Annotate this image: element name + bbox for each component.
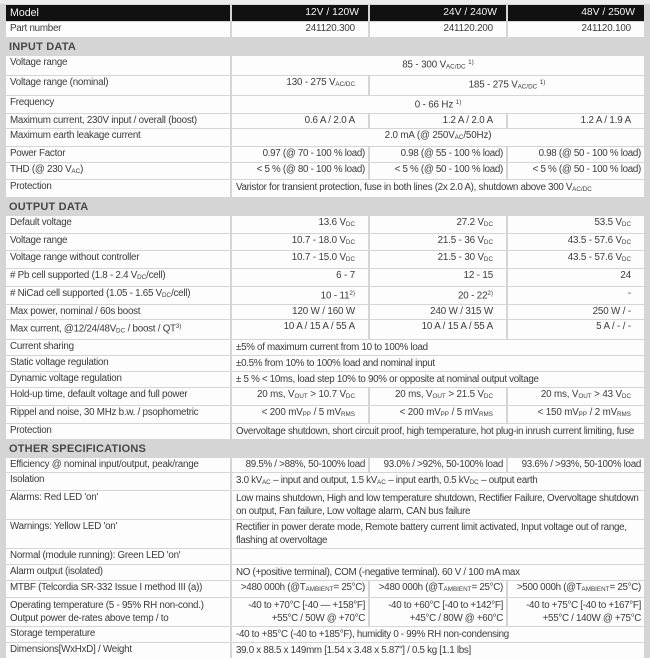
subscript: DC: [345, 256, 355, 264]
subscript: DC: [161, 291, 172, 299]
value-cell: [370, 287, 506, 304]
value-cell: [370, 251, 506, 268]
text-line: 240 W / 315 W: [430, 305, 493, 317]
subscript: DC: [483, 221, 493, 229]
text-line: 120 W / 160 W: [292, 305, 355, 317]
subscript: AC/DC: [517, 83, 538, 91]
text-line: < 5 % (@ 50 - 100 % load): [532, 163, 641, 175]
text-line: 13.6 VDC: [318, 217, 355, 229]
text-line: 0.98 (@ 50 - 100 % load): [538, 148, 641, 160]
subscript: DC: [116, 327, 126, 335]
subscript: DC: [345, 393, 355, 401]
subscript: AMBIENT: [581, 585, 610, 593]
subscript: AC/DC: [335, 80, 355, 88]
text-line: 10 - 11$^{2)}$: [320, 289, 355, 302]
text-line: 0 - 66 Hz $^{1)}$: [414, 98, 462, 111]
value-cell: [232, 251, 368, 268]
subscript: DC: [345, 221, 355, 229]
value-cell: [370, 581, 506, 598]
value-cell: [232, 114, 368, 129]
text-line: Protection: [10, 181, 52, 193]
value-cell: [232, 216, 368, 233]
value-cell: [370, 114, 506, 129]
row-label: [6, 163, 230, 180]
text-line: ±0.5% from 10% to 100% load and nominal input: [236, 358, 435, 370]
text-line: 3.0 kVAC – input and output, 1.5 kVAC – input earth, 0.5 kVDC – output earth: [236, 475, 538, 487]
text-line: Max current, @12/24/48VDC / boost / QT$^{3)}$: [10, 323, 182, 335]
table-row: [6, 180, 644, 197]
value-cell: [232, 627, 644, 642]
text-line: 185 - 275 VAC/DC $^{1)}$: [468, 78, 546, 91]
subscript: DC: [621, 256, 631, 264]
text-line: 250 W / -: [592, 305, 631, 317]
text-line: Hold-up time, default voltage and full power: [10, 389, 188, 401]
subscript: DC: [137, 274, 147, 282]
value-cell: [232, 643, 644, 658]
value-cell: [232, 388, 368, 405]
column-header-12v-120w: 12V / 120W: [232, 5, 368, 21]
value-cell: [370, 388, 506, 405]
value-cell: [508, 251, 644, 268]
table-row: [6, 549, 644, 564]
text-line: -40 to +75°C [-40 to +167°F]: [526, 600, 641, 612]
row-label: [6, 473, 230, 490]
text-line: Dynamic voltage regulation: [10, 373, 122, 385]
text-line: Maximum earth leakage current: [10, 130, 141, 142]
row-label: [6, 76, 230, 95]
value-cell: [232, 269, 368, 286]
value-cell: [232, 147, 368, 162]
value-cell: [508, 114, 644, 129]
subscript: RMS: [617, 411, 631, 418]
table-row: [6, 76, 644, 95]
text-line: Max power, nominal / 60s boost: [10, 305, 141, 317]
superscript: 3): [175, 323, 182, 331]
table-row: [6, 473, 644, 490]
text-line: 241120.200: [443, 23, 493, 34]
text-line: Default voltage: [10, 217, 72, 229]
table-row: [6, 643, 644, 658]
row-label: [6, 643, 230, 658]
text-line: Maximum current, 230V input / overall (boost): [10, 114, 197, 126]
value-cell: [370, 76, 644, 95]
text-line: 2.0 mA (@ 250VAC/50Hz): [384, 130, 492, 142]
table-row: [6, 251, 644, 268]
text-line: < 150 mVPP / 2 mVRMS: [537, 407, 631, 418]
table-row: [6, 424, 644, 439]
subscript: RMS: [341, 411, 355, 418]
text-line: Rectifier in power derate mode, Remote battery current limit activated, Input voltage out of range, flashing at overvoltage: [236, 522, 627, 547]
subscript: DC: [621, 393, 631, 401]
superscript: 1): [455, 98, 462, 106]
table-body: [6, 22, 644, 658]
table-row: [6, 287, 644, 304]
value-cell: [232, 549, 644, 564]
row-label: [6, 96, 230, 113]
text-line: 53.5 VDC: [594, 217, 631, 229]
table-row: [6, 163, 644, 180]
row-label: [6, 424, 230, 439]
subscript: AC: [261, 479, 271, 487]
text-line: 1.2 A / 1.9 A: [580, 114, 631, 126]
text-line: 241120.300: [305, 23, 355, 34]
subscript: AC/DC: [445, 63, 466, 71]
subscript: DC: [345, 238, 355, 246]
table-row: [6, 388, 644, 405]
text-line: -40 to +60°C [-40 to +142°F]: [388, 600, 503, 612]
subscript: OUT: [294, 393, 308, 401]
value-cell: [508, 163, 644, 180]
table-row: [6, 129, 644, 146]
row-label: [6, 627, 230, 642]
value-cell: [508, 458, 644, 473]
row-label: [6, 565, 230, 580]
text-line: Varistor for transient protection, fuse in both lines (2x 2.0 A), shutdown above 300 VAC/DC: [236, 182, 592, 194]
value-cell: [232, 305, 368, 320]
text-line: Rippel and noise, 30 MHz b.w. / psophometric: [10, 407, 199, 418]
table-row: [6, 627, 644, 642]
text-line: 43.5 - 57.6 VDC: [567, 252, 631, 264]
text-line: 10 A / 15 A / 55 A: [421, 321, 493, 333]
table-row: [6, 234, 644, 251]
text-line: Normal (module running): Green LED 'on': [10, 550, 181, 562]
value-cell: [370, 269, 506, 286]
subscript: DC: [483, 256, 493, 264]
text-line: +55°C / 50W @ +70°C: [271, 613, 365, 625]
value-cell: [232, 598, 368, 626]
value-cell: [370, 305, 506, 320]
table-row: [6, 581, 644, 598]
table-row: [6, 372, 644, 387]
text-line: Alarms: Red LED 'on': [10, 492, 99, 504]
value-cell: [370, 598, 506, 626]
text-line: 43.5 - 57.6 VDC: [567, 234, 631, 246]
value-cell: [508, 234, 644, 251]
value-cell: [232, 22, 368, 37]
row-label: [6, 491, 230, 519]
value-cell: [232, 372, 644, 387]
table-row: [6, 406, 644, 423]
row-label: [6, 372, 230, 387]
text-line: 130 - 275 VAC/DC: [286, 76, 355, 88]
text-line: ± 5 % < 10ms, load step 10% to 90% or opposite at nominal output voltage: [236, 374, 539, 386]
row-label: [6, 320, 230, 339]
subscript: AC: [71, 167, 81, 175]
text-line: >480 000h (@TAMBIENT= 25°C): [378, 581, 503, 593]
value-cell: [370, 458, 506, 473]
superscript: 2): [349, 289, 355, 297]
table-row: [6, 458, 644, 473]
model-header-cell: Model: [6, 5, 230, 21]
subscript: RMS: [479, 411, 493, 418]
table-row: [6, 305, 644, 320]
text-line: +55°C / 140W @ +75°C: [542, 613, 641, 625]
value-cell: [232, 356, 644, 371]
value-cell: [232, 520, 644, 548]
value-cell: [232, 180, 644, 197]
text-line: # NiCad cell supported (1.05 - 1.65 VDC/cell): [10, 287, 191, 299]
row-label: [6, 22, 230, 37]
text-line: 93.6% / >93%, 50-100% load: [521, 458, 641, 470]
subscript: AC/DC: [572, 186, 592, 194]
text-line: +45°C / 80W @ +60°C: [409, 613, 503, 625]
row-label: [6, 549, 230, 564]
value-cell: [232, 76, 368, 95]
text-line: < 5 % (@ 80 - 100 % load): [256, 163, 365, 175]
text-line: 0.98 (@ 55 - 100 % load): [400, 148, 503, 160]
table-row: [6, 598, 644, 626]
row-label: [6, 520, 230, 548]
row-label: [6, 251, 230, 268]
table-row: [6, 147, 644, 162]
text-line: 10 A / 15 A / 55 A: [283, 321, 355, 333]
text-line: MTBF (Telcordia SR-332 Issue I method III (a)): [10, 581, 203, 593]
section-header-other-specifications: OTHER SPECIFICATIONS: [9, 442, 147, 455]
value-cell: [508, 320, 644, 339]
subscript: PP: [302, 411, 312, 418]
value-cell: [370, 22, 506, 37]
value-cell: [508, 388, 644, 405]
value-cell: [508, 406, 644, 423]
value-cell: [232, 473, 644, 490]
table-row: [6, 22, 644, 37]
value-cell: [232, 96, 644, 113]
text-line: < 200 mVPP / 5 mVRMS: [261, 407, 355, 418]
superscript: 1): [468, 58, 474, 66]
text-line: -40 to +85°C (-40 to +185°F), humidity 0 - 99% RH non-condensing: [236, 629, 509, 641]
text-line: Part number: [10, 23, 62, 34]
row-label: [6, 180, 230, 197]
row-label: [6, 598, 230, 626]
value-cell: [370, 234, 506, 251]
subscript: DC: [483, 238, 493, 246]
text-line: Overvoltage shutdown, short circuit proof, high temperature, hot plug-in inrush current limiting, fuse: [236, 425, 634, 437]
subscript: DC: [621, 238, 631, 246]
value-cell: [508, 147, 644, 162]
table-row: [6, 520, 644, 548]
value-cell: [232, 458, 368, 473]
text-line: 93.0% / >92%, 50-100% load: [383, 458, 503, 470]
text-line: Dimensions[WxHxD] / Weight: [10, 644, 132, 656]
row-label: [6, 234, 230, 251]
text-line: 1.2 A / 2.0 A: [442, 114, 493, 126]
row-label: [6, 129, 230, 146]
text-line: 10.7 - 15.0 VDC: [291, 252, 355, 264]
table-header-row: [6, 5, 644, 21]
text-line: 0.6 A / 2.0 A: [304, 114, 355, 126]
subscript: OUT: [432, 393, 446, 401]
text-line: Static voltage regulation: [10, 357, 109, 369]
subscript: OUT: [578, 393, 592, 401]
table-row: [6, 340, 644, 355]
value-cell: [508, 581, 644, 598]
value-cell: [232, 320, 368, 339]
subscript: AC: [454, 134, 464, 142]
section-header-input-data: INPUT DATA: [9, 40, 76, 53]
text-line: 21.5 - 36 VDC: [437, 234, 493, 246]
row-label: [6, 305, 230, 320]
row-label: [6, 388, 230, 405]
table-row: [6, 320, 644, 339]
value-cell: [232, 340, 644, 355]
table-row: [6, 216, 644, 233]
text-line: Power Factor: [10, 148, 66, 160]
text-line: 27.2 VDC: [456, 217, 493, 229]
text-line: Alarm output (isolated): [10, 565, 103, 577]
row-label: [6, 287, 230, 304]
text-line: Output power de-rates above temp / to: [10, 613, 169, 625]
text-line: Voltage range without controller: [10, 252, 140, 264]
text-line: ±5% of maximum current from 10 to 100% load: [236, 342, 428, 354]
table-row: [6, 491, 644, 519]
subscript: DC: [621, 221, 631, 229]
value-cell: [232, 565, 644, 580]
table-row: [6, 356, 644, 371]
row-label: [6, 581, 230, 598]
value-cell: [232, 129, 644, 146]
text-line: 89.5% / >88%, 50-100% load: [245, 458, 365, 470]
text-line: < 200 mVPP / 5 mVRMS: [399, 407, 493, 418]
text-line: 0.97 (@ 70 - 100 % load): [262, 148, 365, 160]
row-label: [6, 114, 230, 129]
text-line: Voltage range (nominal): [10, 76, 109, 88]
table-row: [6, 269, 644, 286]
table-row: [6, 96, 644, 113]
value-cell: [232, 491, 644, 519]
row-label: [6, 216, 230, 233]
text-line: 12 - 15: [463, 270, 493, 282]
text-line: 21.5 - 30 VDC: [437, 252, 493, 264]
table-row: [6, 114, 644, 129]
text-line: Storage temperature: [10, 628, 96, 640]
text-line: 20 - 22$^{2)}$: [457, 289, 493, 302]
column-header-48v-250w: 48V / 250W: [508, 5, 644, 21]
value-cell: [508, 22, 644, 37]
text-line: NO (+positive terminal), COM (-negative terminal). 60 V / 100 mA max: [236, 566, 520, 578]
text-line: 24: [620, 270, 631, 282]
row-label: [6, 147, 230, 162]
section-header-output-data: OUTPUT DATA: [9, 201, 89, 214]
text-line: -40 to +70°C [-40 — +158°F]: [248, 600, 365, 612]
subscript: PP: [578, 411, 588, 418]
value-cell: [508, 269, 644, 286]
row-label: [6, 406, 230, 423]
value-cell: [232, 56, 644, 75]
text-line: Current sharing: [10, 341, 74, 353]
value-cell: [508, 305, 644, 320]
table-row: [6, 56, 644, 75]
text-line: 85 - 300 VAC/DC $^{1)}$: [402, 58, 474, 71]
value-cell: [370, 216, 506, 233]
text-line: 10.7 - 18.0 VDC: [291, 234, 355, 246]
value-cell: [232, 234, 368, 251]
subscript: PP: [440, 411, 450, 418]
text-line: 20 ms, VOUT > 43 VDC: [540, 389, 631, 401]
value-cell: [508, 598, 644, 626]
superscript: 2): [487, 289, 493, 297]
text-line: >500 000h (@TAMBIENT= 25°C): [516, 581, 641, 593]
text-line: -: [627, 287, 631, 299]
text-line: < 5 % (@ 50 - 100 % load): [394, 163, 503, 175]
subscript: DC: [483, 393, 493, 401]
subscript: AMBIENT: [443, 585, 472, 593]
superscript: 1): [539, 78, 546, 86]
row-label: [6, 340, 230, 355]
value-cell: [370, 147, 506, 162]
row-label: [6, 356, 230, 371]
text-line: 6 - 7: [336, 270, 355, 282]
value-cell: [370, 163, 506, 180]
text-line: 20 ms, VOUT > 10.7 VDC: [256, 389, 355, 401]
text-line: Voltage range: [10, 234, 68, 246]
text-line: 241120.100: [581, 23, 631, 34]
text-line: 20 ms, VOUT > 21.5 VDC: [394, 389, 493, 401]
spec-sheet: [0, 4, 650, 658]
text-line: 5 A / - / -: [596, 321, 631, 333]
value-cell: [370, 406, 506, 423]
text-line: # Pb cell supported (1.8 - 2.4 VDC/cell): [10, 270, 166, 282]
value-cell: [232, 424, 644, 439]
row-label: [6, 458, 230, 473]
value-cell: [508, 216, 644, 233]
text-line: Low mains shutdown, High and low temperature shutdown, Rectifier Failure, Overvoltage shutdown on output, Fan failure, Low voltage alarm, CAN bus failure: [236, 493, 639, 518]
text-line: >480 000h (@TAMBIENT= 25°C): [240, 581, 365, 593]
text-line: THD (@ 230 VAC): [10, 163, 84, 175]
subscript: AC: [377, 479, 386, 487]
value-cell: [232, 406, 368, 423]
row-label: [6, 56, 230, 75]
text-line: Isolation: [10, 474, 45, 486]
value-cell: [232, 581, 368, 598]
row-label: [6, 269, 230, 286]
value-cell: [508, 287, 644, 304]
subscript: AMBIENT: [305, 585, 334, 593]
text-line: 39.0 x 88.5 x 149mm [1.54 x 3.48 x 5.87"] / 0.5 kg [1.1 lbs]: [236, 645, 471, 657]
text-line: Voltage range: [10, 56, 68, 68]
value-cell: [232, 163, 368, 180]
column-header-24v-240w: 24V / 240W: [370, 5, 506, 21]
text-line: Frequency: [10, 96, 55, 108]
text-line: Efficiency @ nominal input/output, peak/range: [10, 458, 199, 470]
subscript: DC: [469, 479, 479, 487]
text-line: Protection: [10, 424, 52, 436]
value-cell: [232, 287, 368, 304]
value-cell: [370, 320, 506, 339]
text-line: Warnings: Yellow LED 'on': [10, 521, 118, 533]
text-line: Operating temperature (5 - 95% RH non-cond.): [10, 600, 204, 612]
table-row: [6, 565, 644, 580]
